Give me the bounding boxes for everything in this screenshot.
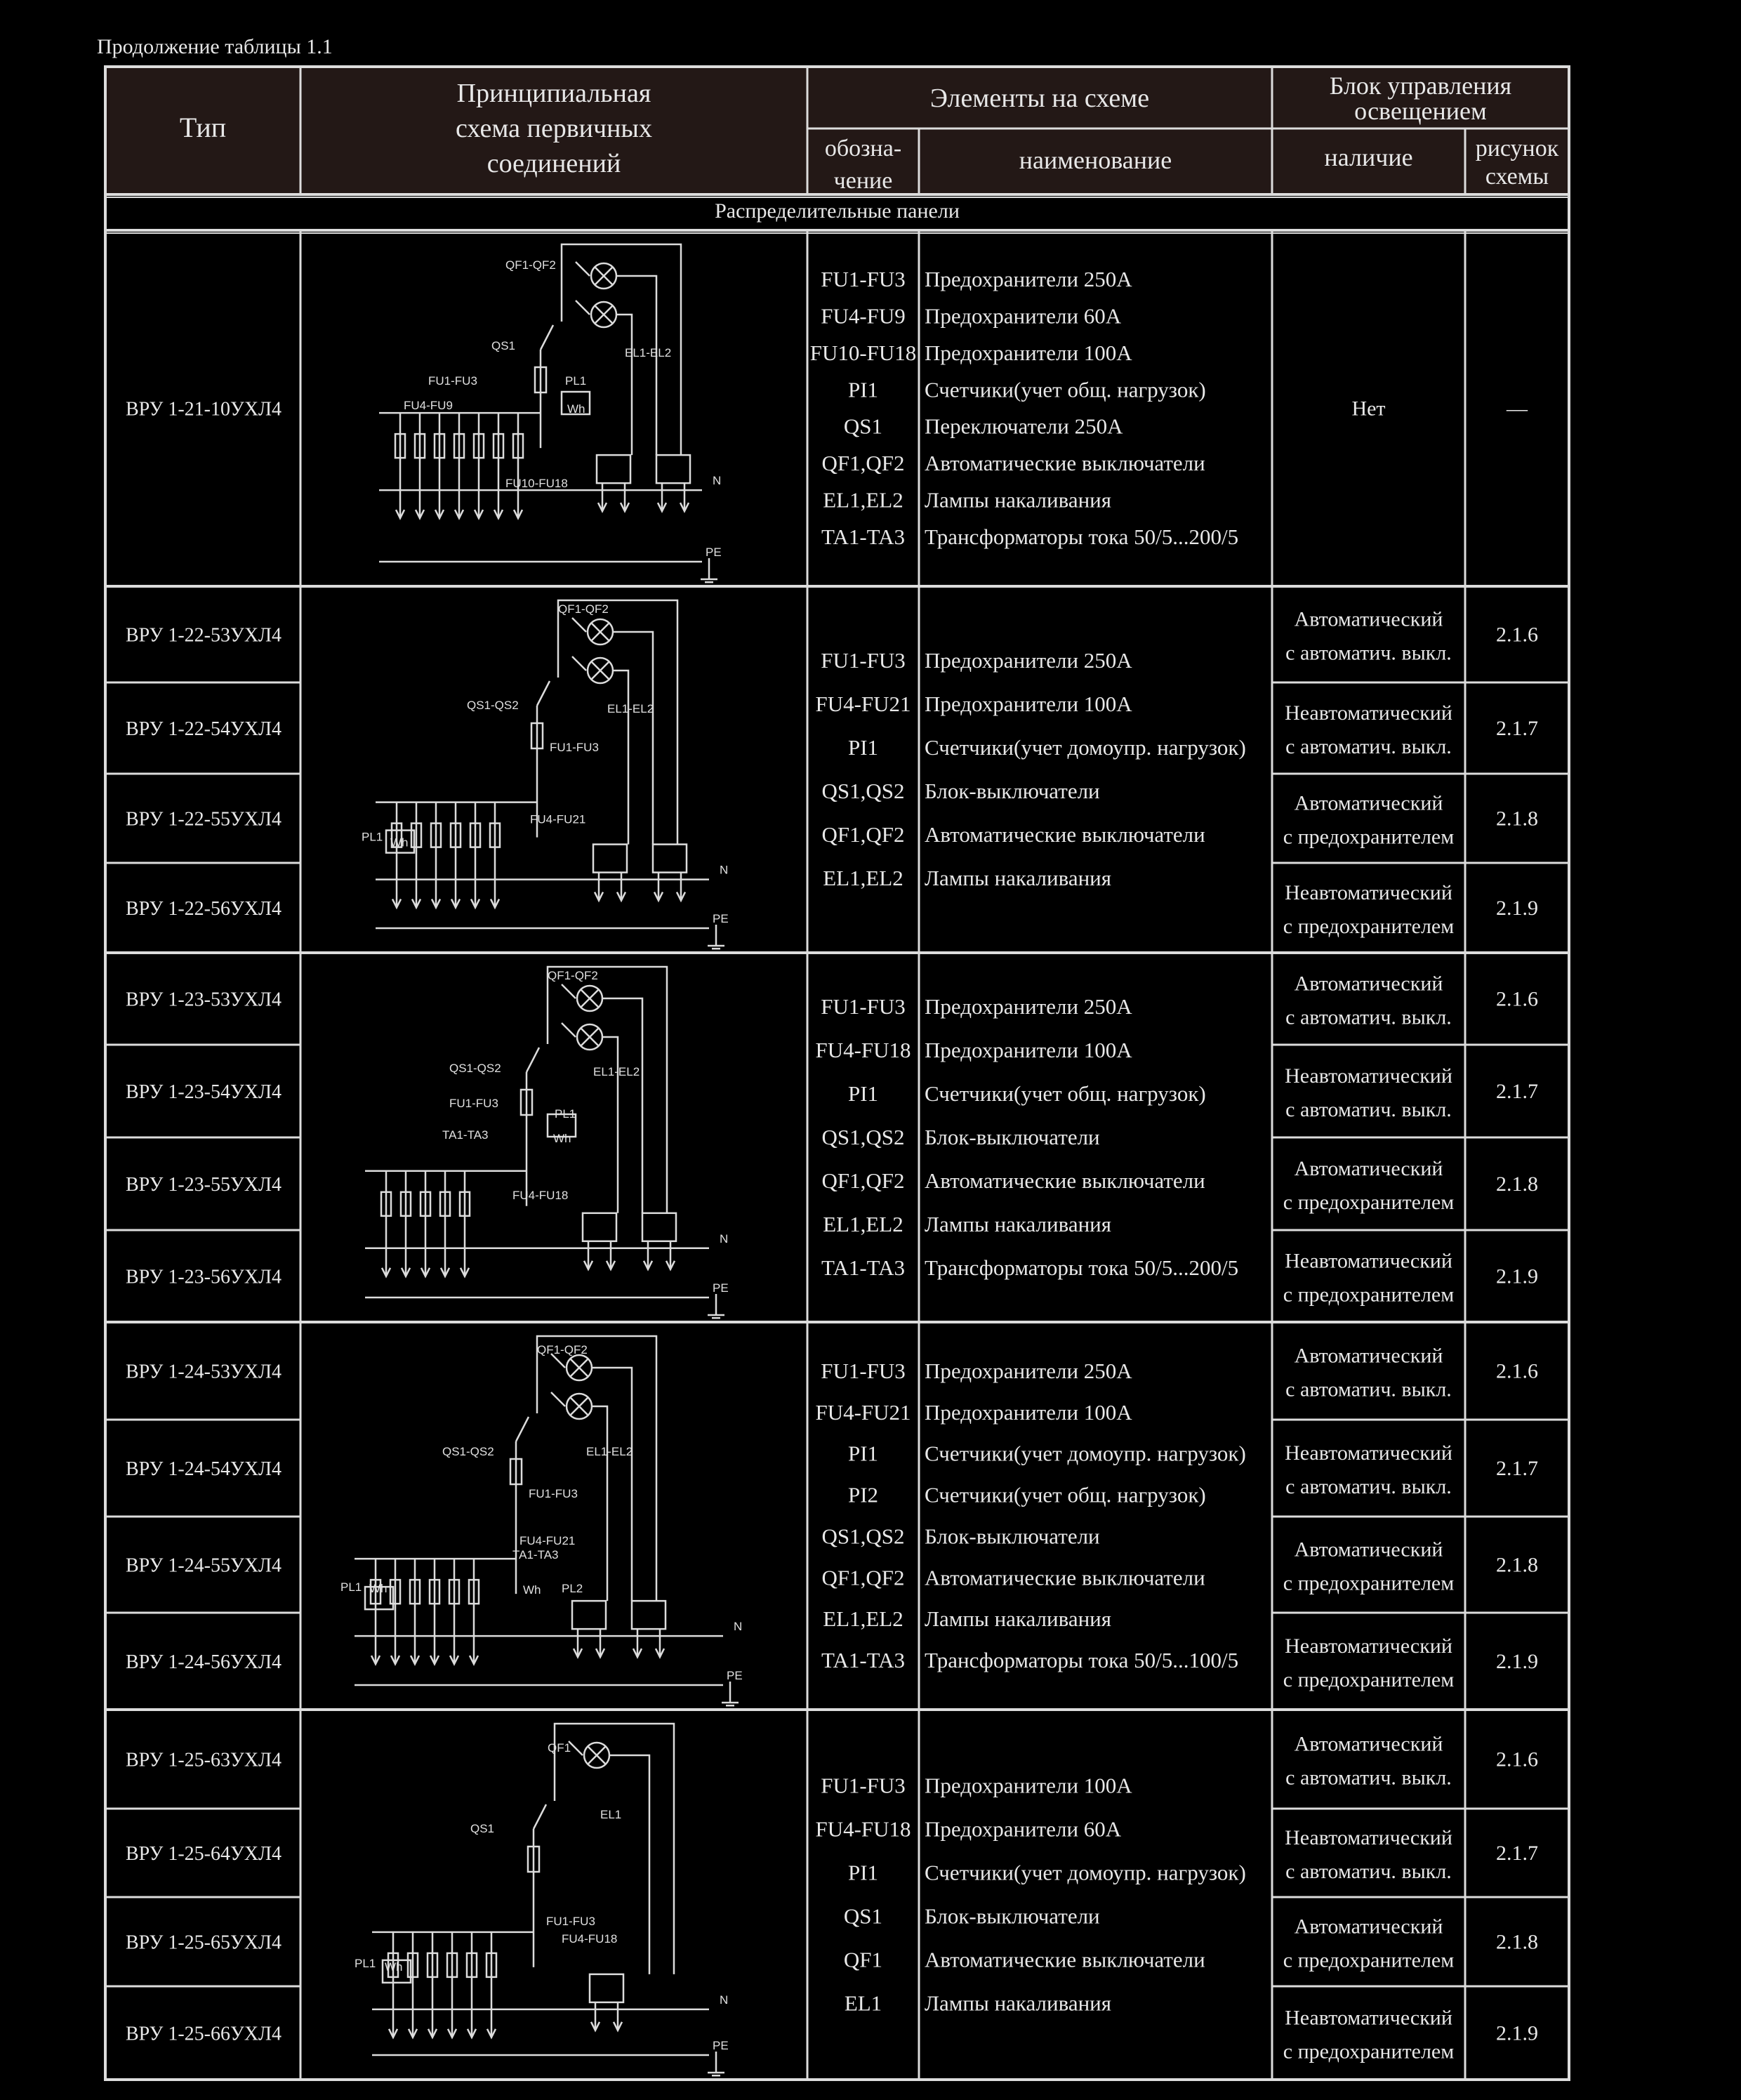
element-code: QS1 (843, 1903, 883, 1929)
switch-qs (527, 1048, 539, 1072)
control-line1: Автоматический (1294, 1732, 1443, 1756)
output-box (597, 455, 630, 483)
lamp-wire (602, 998, 642, 1213)
figure-number: — (1507, 397, 1528, 421)
control-line1: Неавтоматический (1285, 1064, 1452, 1088)
type-label: ВРУ 1-22-55УХЛ4 (125, 808, 282, 831)
figure-number: 2.1.9 (1496, 1650, 1538, 1673)
type-label: ВРУ 1-23-54УХЛ4 (125, 1081, 282, 1103)
schematic-label: EL1-EL2 (607, 702, 654, 715)
element-name: Предохранители 100А (925, 1399, 1132, 1425)
element-name: Блок-выключатели (925, 779, 1100, 803)
schematic-label: FU1-FU3 (529, 1487, 578, 1500)
element-code: EL1,EL2 (823, 487, 903, 513)
type-label: ВРУ 1-22-56УХЛ4 (125, 898, 282, 920)
schematic-label: QS1-QS2 (467, 699, 519, 712)
element-code: EL1,EL2 (823, 1212, 903, 1236)
type-label: ВРУ 1-25-66УХЛ4 (125, 2023, 282, 2045)
header-scheme-line: соединений (486, 149, 621, 178)
schematic-label: N (720, 863, 729, 877)
element-name: Счетчики(учет общ. нагрузок) (925, 377, 1206, 402)
control-line1: Автоматический (1294, 972, 1443, 996)
control-line2: с автоматич. выкл. (1285, 1860, 1452, 1883)
element-code: QF1,QF2 (821, 1565, 905, 1590)
output-box (593, 845, 627, 873)
type-label: ВРУ 1-24-56УХЛ4 (125, 1651, 282, 1673)
element-name: Блок-выключатели (925, 1125, 1100, 1149)
element-code: FU4-FU21 (815, 1399, 911, 1425)
control-line1: Неавтоматический (1285, 1441, 1452, 1465)
element-name: Счетчики(учет домоупр. нагрузок) (925, 735, 1246, 760)
element-name: Автоматические выключатели (925, 451, 1205, 476)
control-line1: Автоматический (1294, 607, 1443, 631)
schematic-label: QF1-QF2 (558, 602, 609, 616)
element-code: FU10-FU18 (809, 340, 917, 365)
figure-number: 2.1.6 (1496, 1359, 1538, 1383)
schematic-label: Wh (523, 1583, 541, 1597)
output-box (583, 1213, 616, 1241)
schematic-label: FU1-FU3 (449, 1097, 498, 1110)
figure-number: 2.1.7 (1496, 1080, 1538, 1103)
schematic-label: PL1 (362, 830, 383, 844)
schematic-label: EL1-EL2 (586, 1445, 633, 1458)
header-designation-line: обозна- (824, 136, 902, 161)
schematic-label: TA1-TA3 (442, 1128, 489, 1142)
figure-number: 2.1.8 (1496, 1930, 1538, 1954)
control-line2: с автоматич. выкл. (1285, 1098, 1452, 1121)
control-line1: Автоматический (1294, 1915, 1443, 1939)
breaker-qf (562, 984, 576, 998)
type-label: ВРУ 1-25-65УХЛ4 (125, 1931, 282, 1954)
schematic-label: QF1-QF2 (548, 969, 598, 982)
schematic-label: QS1 (491, 339, 516, 352)
element-name: Лампы накаливания (925, 1212, 1112, 1236)
switch-qs (537, 681, 550, 706)
schematic-label: FU4-FU18 (562, 1931, 618, 1946)
schematic-label: PL1 (340, 1580, 362, 1594)
figure-number: 2.1.9 (1496, 897, 1538, 920)
control-line1: Нет (1351, 397, 1386, 421)
figure-number: 2.1.6 (1496, 1748, 1538, 1771)
element-code: QF1,QF2 (821, 1168, 905, 1193)
element-code: PI1 (847, 1860, 879, 1885)
figure-number: 2.1.9 (1496, 2021, 1538, 2045)
type-label: ВРУ 1-24-54УХЛ4 (125, 1458, 282, 1480)
schematic-2 (376, 600, 724, 951)
lamp-wire (592, 1406, 607, 1601)
element-code: FU1-FU3 (821, 1359, 906, 1383)
schematic-label: PE (727, 1669, 743, 1682)
element-code: FU1-FU3 (821, 267, 906, 291)
element-name: Счетчики(учет домоупр. нагрузок) (925, 1441, 1246, 1466)
control-line2: с предохранителем (1283, 1668, 1455, 1691)
control-line2: с автоматич. выкл. (1285, 735, 1452, 758)
control-line2: с предохранителем (1283, 1571, 1455, 1595)
element-code: PI1 (847, 377, 879, 402)
schematic-label: N (720, 1993, 729, 2007)
element-code: PI1 (847, 735, 879, 760)
header-designation-line: чение (833, 168, 893, 194)
schematic-label: PE (706, 546, 722, 559)
breaker-qf (551, 1392, 565, 1406)
breaker-qf (576, 301, 590, 315)
control-line2: с предохранителем (1283, 1948, 1455, 1972)
type-label: ВРУ 1-22-53УХЛ4 (125, 624, 282, 647)
figure-number: 2.1.6 (1496, 623, 1538, 647)
type-label: ВРУ 1-25-64УХЛ4 (125, 1843, 282, 1865)
lamp-wire (592, 1368, 632, 1601)
element-code: FU4-FU21 (815, 692, 911, 716)
header-control-line: освещением (1354, 97, 1487, 125)
element-code: FU4-FU18 (815, 1038, 911, 1062)
element-name: Автоматические выключатели (925, 822, 1205, 847)
element-code: QS1 (843, 414, 883, 439)
control-line1: Неавтоматический (1285, 701, 1452, 725)
element-name: Предохранители 100А (925, 692, 1132, 716)
control-line1: Неавтоматический (1285, 1249, 1452, 1273)
element-name: Автоматические выключатели (925, 1947, 1205, 1972)
breaker-qf (572, 618, 586, 632)
schematic-label: FU4-FU18 (512, 1188, 569, 1202)
element-name: Предохранители 250А (925, 1359, 1132, 1383)
element-name: Предохранители 250А (925, 648, 1132, 673)
element-code: EL1,EL2 (823, 1606, 903, 1632)
control-line1: Автоматический (1294, 1157, 1443, 1180)
schematic-1 (379, 244, 717, 585)
header-scheme-line: Принципиальная (456, 79, 651, 108)
schematic-label: FU4-FU21 (530, 812, 586, 826)
schematic-label: Wh (553, 1132, 571, 1145)
group-2 (105, 600, 1569, 951)
figure-number: 2.1.9 (1496, 1264, 1538, 1288)
type-label: ВРУ 1-24-55УХЛ4 (125, 1554, 282, 1577)
lamp-wire (613, 632, 653, 845)
header-type: Тип (179, 112, 227, 143)
element-name: Блок-выключатели (925, 1524, 1100, 1549)
element-code: FU1-FU3 (821, 994, 906, 1019)
figure-number: 2.1.8 (1496, 807, 1538, 831)
header-scheme-line: схема первичных (456, 114, 652, 143)
element-name: Блок-выключатели (925, 1903, 1100, 1929)
figure-number: 2.1.7 (1496, 717, 1538, 740)
schematic-label: PL1 (355, 1956, 376, 1970)
type-label: ВРУ 1-23-53УХЛ4 (125, 989, 282, 1011)
element-name: Трансформаторы тока 50/5...200/5 (925, 1255, 1239, 1280)
element-name: Предохранители 100А (925, 1038, 1132, 1062)
figure-number: 2.1.8 (1496, 1553, 1538, 1577)
element-name: Предохранители 250А (925, 994, 1132, 1019)
element-code: QF1,QF2 (821, 451, 905, 476)
figure-number: 2.1.7 (1496, 1842, 1538, 1865)
element-name: Переключатели 250А (925, 414, 1123, 439)
header-presence: наличие (1324, 143, 1413, 171)
switch-qs (541, 325, 553, 350)
schematic-label: PE (713, 1281, 729, 1295)
element-name: Лампы накаливания (925, 487, 1112, 513)
group-5 (105, 1724, 1569, 2078)
element-name: Предохранители 100А (925, 1773, 1132, 1798)
element-code: FU1-FU3 (821, 1773, 906, 1798)
schematic-label: QF1-QF2 (537, 1343, 588, 1356)
output-box (653, 845, 687, 873)
element-code: QS1,QS2 (821, 1125, 905, 1149)
header-figure-line: рисунок (1475, 136, 1559, 161)
schematic-4 (355, 1336, 739, 1708)
type-label: ВРУ 1-24-53УХЛ4 (125, 1361, 282, 1383)
control-line2: с автоматич. выкл. (1285, 1475, 1452, 1498)
header-elements: Элементы на схеме (929, 84, 1150, 113)
type-label: ВРУ 1-22-54УХЛ4 (125, 718, 282, 740)
schematic-label: PL2 (562, 1582, 583, 1596)
type-label: ВРУ 1-23-56УХЛ4 (125, 1266, 282, 1288)
group-4 (105, 1336, 1569, 1708)
element-code: TA1-TA3 (821, 1648, 906, 1672)
section-title: Распределительные панели (715, 199, 960, 223)
schematic-label: EL1-EL2 (625, 346, 672, 359)
element-code: PI2 (847, 1482, 879, 1507)
control-line2: с автоматич. выкл. (1285, 1766, 1452, 1790)
control-line1: Автоматический (1294, 1538, 1443, 1561)
schematic-label: FU4-FU9 (404, 399, 453, 413)
element-code: QF1 (843, 1947, 883, 1972)
output-box (656, 455, 690, 483)
switch-qs (534, 1804, 546, 1829)
type-label: ВРУ 1-25-63УХЛ4 (125, 1749, 282, 1771)
group-1 (126, 244, 1528, 585)
element-name: Предохранители 60А (925, 303, 1122, 329)
lamp-wire (616, 276, 656, 455)
element-code: EL1,EL2 (823, 866, 903, 890)
header-figure-line: схемы (1485, 164, 1549, 190)
schematic-label: EL1-EL2 (593, 1065, 640, 1078)
schematic-label: PE (713, 2039, 729, 2052)
schematic-label: FU4-FU21 (519, 1534, 576, 1548)
schematic-label: QS1-QS2 (449, 1062, 501, 1075)
element-name: Счетчики(учет домоупр. нагрузок) (925, 1860, 1246, 1885)
lamp-wire (613, 671, 628, 845)
table-caption: Продолжение таблицы 1.1 (97, 35, 333, 58)
element-code: EL1 (844, 1990, 882, 2016)
element-code: TA1-TA3 (821, 1255, 906, 1280)
schematic-label: FU10-FU18 (505, 477, 568, 491)
element-name: Предохранители 100А (925, 340, 1132, 365)
schematic-label: FU1-FU3 (428, 374, 477, 388)
control-line1: Автоматический (1294, 791, 1443, 815)
control-line1: Автоматический (1294, 1344, 1443, 1368)
control-line2: с предохранителем (1283, 2040, 1455, 2063)
schematic-label: QS1 (470, 1822, 495, 1835)
element-code: QF1,QF2 (821, 822, 905, 847)
element-name: Автоматические выключатели (925, 1565, 1205, 1590)
element-code: PI1 (847, 1081, 879, 1106)
schematic-label: Wh (369, 1582, 388, 1596)
output-box (632, 1601, 666, 1629)
lamp-wire (602, 1037, 618, 1213)
figure-number: 2.1.8 (1496, 1173, 1538, 1196)
control-line2: с предохранителем (1283, 1191, 1455, 1214)
element-name: Автоматические выключатели (925, 1168, 1205, 1193)
breaker-qf (576, 262, 590, 276)
control-line2: с автоматич. выкл. (1285, 641, 1452, 665)
schematic-label: FU1-FU3 (546, 1914, 595, 1928)
schematic-label: PL1 (565, 374, 587, 388)
header-name: наименование (1019, 146, 1172, 174)
element-name: Предохранители 250А (925, 267, 1132, 291)
control-line2: с автоматич. выкл. (1285, 1005, 1452, 1029)
element-name: Лампы накаливания (925, 866, 1112, 890)
type-label: ВРУ 1-23-55УХЛ4 (125, 1174, 282, 1196)
element-code: QS1,QS2 (821, 1524, 905, 1549)
control-line1: Неавтоматический (1285, 2006, 1452, 2030)
control-line2: с предохранителем (1283, 915, 1455, 938)
output-box (642, 1213, 676, 1241)
figure-number: 2.1.7 (1496, 1457, 1538, 1480)
schematic-label: EL1 (600, 1808, 622, 1821)
schematic-label: QF1 (548, 1741, 571, 1755)
output-box (572, 1601, 606, 1629)
element-name: Предохранители 60А (925, 1816, 1122, 1842)
schematic-5 (372, 1724, 724, 2078)
element-name: Счетчики(учет общ. нагрузок) (925, 1081, 1206, 1106)
figure-number: 2.1.6 (1496, 987, 1538, 1011)
output-box (590, 1974, 623, 2002)
schematic-label: Wh (567, 402, 585, 416)
schematic-label: Wh (385, 1960, 403, 1974)
schematic-label: N (720, 1231, 729, 1246)
schematic-label: N (734, 1620, 743, 1634)
schematic-label: QS1-QS2 (442, 1445, 494, 1458)
element-code: PI1 (847, 1441, 879, 1466)
schematic-3 (365, 967, 724, 1321)
element-code: FU4-FU18 (815, 1816, 911, 1842)
control-line2: с предохранителем (1283, 825, 1455, 849)
element-name: Трансформаторы тока 50/5...100/5 (925, 1648, 1239, 1672)
element-code: FU1-FU3 (821, 648, 906, 673)
element-name: Трансформаторы тока 50/5...200/5 (925, 524, 1239, 549)
switch-qs (516, 1417, 529, 1441)
schematic-label: PE (713, 912, 729, 925)
schematic-label: FU1-FU3 (550, 741, 599, 754)
control-line2: с предохранителем (1283, 1283, 1455, 1307)
schematic-label: PL1 (555, 1107, 576, 1121)
element-code: QS1,QS2 (821, 779, 905, 803)
schematic-label: N (713, 474, 722, 488)
control-line1: Неавтоматический (1285, 881, 1452, 904)
schematic-label: QF1-QF2 (505, 258, 556, 272)
lamp-frame (558, 600, 677, 845)
group-3 (105, 967, 1569, 1321)
breaker-qf (572, 656, 586, 671)
header-control-line: Блок управления (1329, 72, 1512, 100)
element-code: TA1-TA3 (821, 524, 906, 549)
control-line1: Неавтоматический (1285, 1826, 1452, 1849)
element-name: Лампы накаливания (925, 1606, 1112, 1632)
schematic-label: TA1-TA3 (512, 1548, 559, 1562)
element-code: FU4-FU9 (821, 303, 906, 329)
lamp-frame (548, 967, 667, 1213)
schematic-label: Wh (390, 836, 409, 850)
breaker-qf (562, 1023, 576, 1037)
control-line2: с автоматич. выкл. (1285, 1378, 1452, 1401)
element-name: Счетчики(учет общ. нагрузок) (925, 1482, 1206, 1507)
element-name: Лампы накаливания (925, 1990, 1112, 2016)
type-label: ВРУ 1-21-10УХЛ4 (125, 398, 282, 421)
control-line1: Неавтоматический (1285, 1635, 1452, 1658)
lamp-wire (616, 315, 632, 455)
